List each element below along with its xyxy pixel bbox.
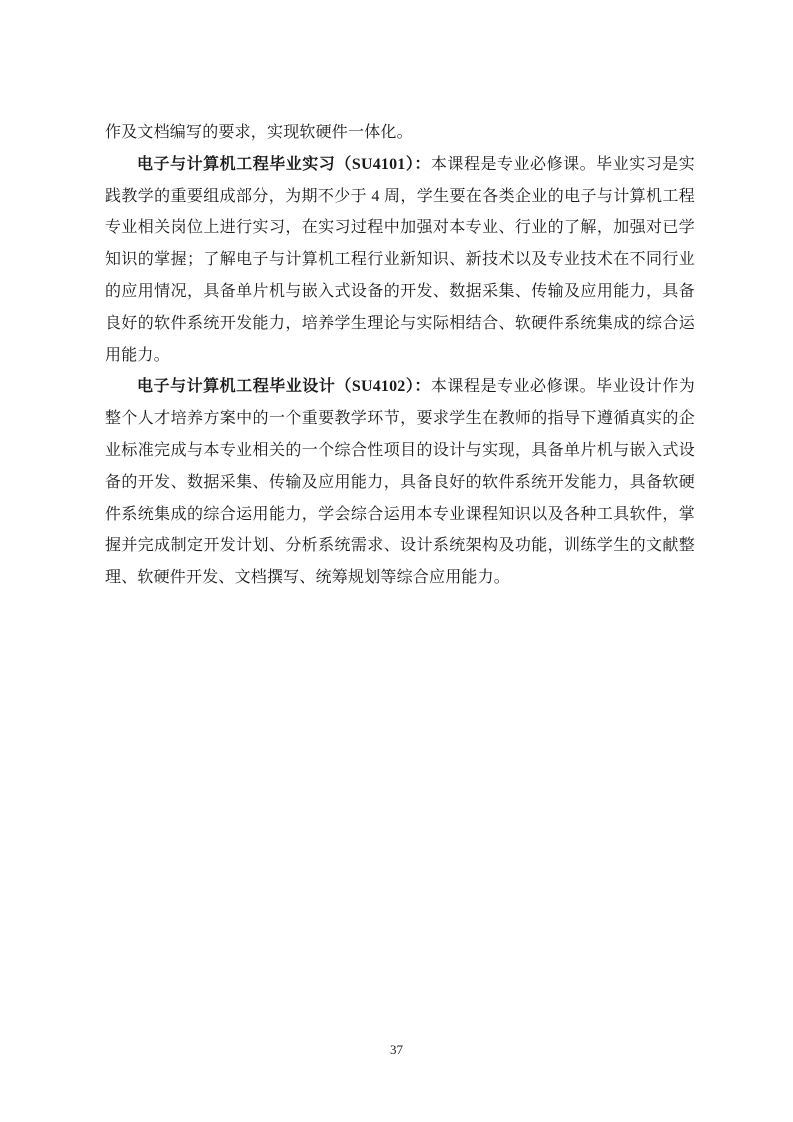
course-paragraph-su4101 (105, 149, 695, 372)
document-body (105, 117, 695, 594)
course-description-su4102: 本课程是专业必修课。毕业设计作为整个人才培养方案中的一个重要教学环节，要求学生在教师的指导下遵循真实的企业标准完成与本专业相关的一个综合性项目的设计与实现，具备单片机与嵌入式设备的开发、数据采集、传输及应用能力，具备良好的软件系统开发能力，具备软硬件系统集成的综合运用能力，学会综合运用本专业课程知识以及各种工具软件，掌握并完成制定开发计划、分析系统需求、设计系统架构及功能，训练学生的文献整理、软硬件开发、文档撰写、统筹规划等综合应用能力。 (105, 378, 695, 587)
course-title-su4101: 电子与计算机工程毕业实习（SU4101）： (137, 155, 431, 173)
course-description-su4101: 本课程是专业必修课。毕业实习是实践教学的重要组成部分，为期不少于 4 周，学生要在各类企业的电子与计算机工程专业相关岗位上进行实习，在实习过程中加强对本专业、行业的了解，加强对已学知识的掌握；了解电子与计算机工程行业新知识、新技术以及专业技术在不同行业的应用情况，具备单片机与嵌入式设备的开发、数据采集、传输及应用能力，具备良好的软件系统开发能力，培养学生理论与实际相结合、软硬件系统集成的综合运用能力。 (105, 155, 695, 364)
course-paragraph-su4102 (105, 371, 695, 594)
course-title-su4102: 电子与计算机工程毕业设计（SU4102）： (137, 378, 431, 396)
page-number: 37 (390, 1042, 403, 1057)
paragraph-continuation: 作及文档编写的要求，实现软硬件一体化。 (105, 124, 413, 141)
